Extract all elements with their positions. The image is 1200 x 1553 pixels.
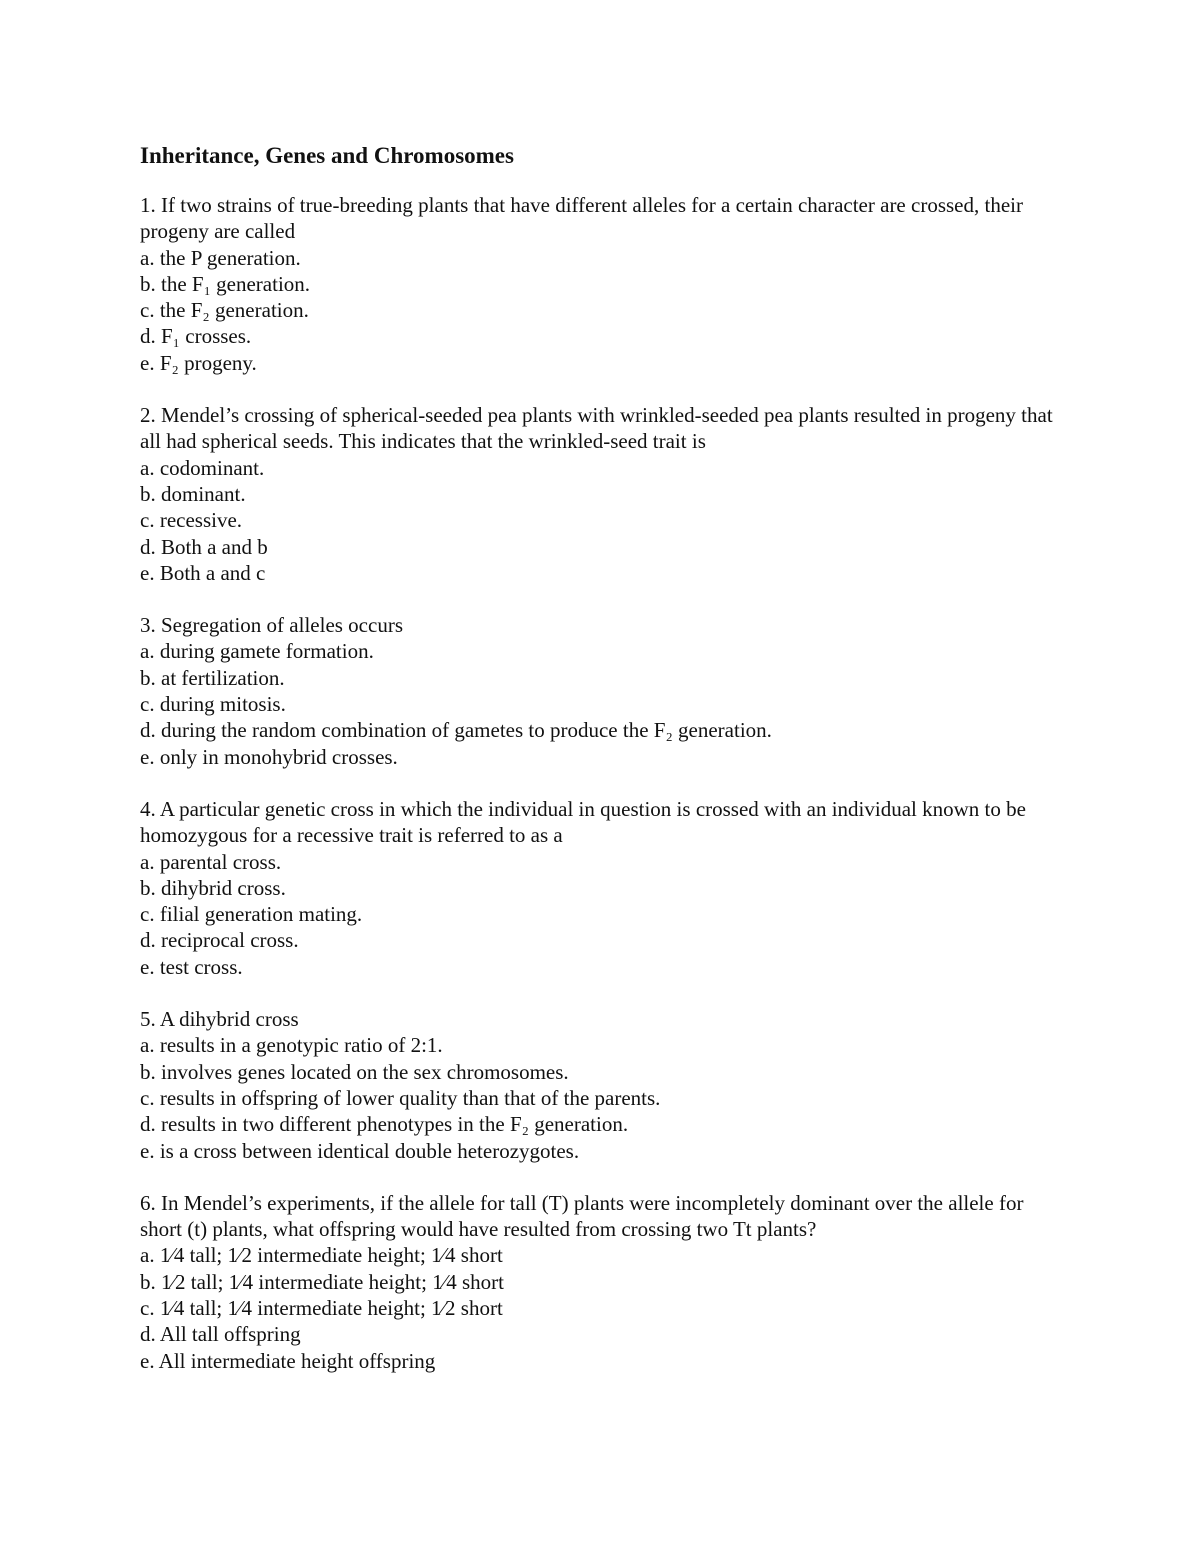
question-3-text [140,612,1060,638]
option-3a [140,638,1060,664]
option-3e [140,744,1060,770]
option-letter: d. [140,1112,156,1137]
question-stem: In Mendel’s experiments, if the allele for tall (T) plants were incompletely dominant over the allele for short (t) plants, what offspring would have resulted from crossing two Tt plants? [140,1190,1024,1242]
option-letter: b. [140,1269,156,1294]
option-letter: a. [140,1033,155,1058]
option-2c [140,507,1060,533]
option-5c [140,1085,1060,1111]
option-letter: a. [140,639,155,664]
option-2a [140,455,1060,481]
option-1c [140,297,1060,323]
question-stem: Segregation of alleles occurs [161,613,403,638]
option-5e [140,1138,1060,1164]
option-text: the F₂ generation. [159,298,309,323]
option-text: results in two different phenotypes in the F₂ generation. [161,1112,629,1137]
option-text: during gamete formation. [159,639,374,664]
option-2e [140,560,1060,586]
option-text: during the random combination of gametes to produce the F₂ generation. [161,718,772,743]
option-letter: e. [140,744,155,769]
option-5a [140,1032,1060,1058]
question-stem: If two strains of true-breeding plants that have different alleles for a certain character are crossed, their progeny are called [140,193,1023,244]
option-letter: d. [140,1322,156,1347]
option-text: dihybrid cross. [161,875,286,900]
question-stem: Mendel’s crossing of spherical-seeded pea plants with wrinkled-seeded pea plants resulted in progeny that all had spherical seeds. This indicates that the wrinkled-seed trait is [140,403,1053,454]
option-letter: e. [140,350,155,375]
option-1a [140,245,1060,271]
option-letter: a. [140,455,155,480]
option-letter: d. [140,324,156,349]
question-number: 3. [140,613,156,638]
option-letter: b. [140,875,156,900]
option-text: is a cross between identical double heterozygotes. [159,1138,580,1163]
option-6a [140,1242,1060,1268]
question-number: 1. [140,193,156,217]
option-text: 1⁄2 tall; 1⁄4 intermediate height; 1⁄4 short [161,1269,504,1294]
option-letter: b. [140,1059,156,1084]
option-letter: c. [140,1085,155,1110]
question-6-text [140,1190,1060,1243]
question-2-text [140,402,1060,455]
option-text: parental cross. [159,849,282,874]
option-letter: e. [140,1138,155,1163]
option-letter: e. [140,560,155,585]
question-number: 2. [140,403,156,428]
option-6d [140,1321,1060,1347]
question-stem: A particular genetic cross in which the individual in question is crossed with an individual known to be homozygous for a recessive trait is referred to as a [140,796,1026,848]
option-text: only in monohybrid crosses. [159,744,398,769]
option-4b [140,875,1060,901]
option-letter: d. [140,534,156,559]
option-5d [140,1111,1060,1137]
question-1 [140,192,1060,376]
option-text: codominant. [159,455,265,480]
option-text: F₁ crosses. [161,324,252,349]
question-5-text [140,1006,1060,1032]
option-6e [140,1348,1060,1374]
option-6c [140,1295,1060,1321]
option-2d [140,534,1060,560]
option-text: results in offspring of lower quality than that of the parents. [159,1085,661,1110]
option-letter: b. [140,271,156,296]
question-number: 4. [140,796,156,821]
question-6 [140,1190,1060,1374]
option-letter: a. [140,849,155,874]
question-2 [140,402,1060,586]
option-text: 1⁄4 tall; 1⁄4 intermediate height; 1⁄2 short [159,1295,503,1320]
option-text: during mitosis. [159,692,286,717]
document-page [140,140,1060,1400]
option-text: Both a and b [161,534,268,559]
option-text: the F₁ generation. [161,271,311,296]
option-letter: d. [140,718,156,743]
question-5 [140,1006,1060,1164]
option-text: results in a genotypic ratio of 2:1. [159,1033,443,1058]
option-text: at fertilization. [161,665,285,690]
option-letter: a. [140,245,155,270]
document-title: Inheritance, Genes and Chromosomes [140,143,514,168]
option-letter: b. [140,481,156,506]
option-letter: b. [140,665,156,690]
option-text: test cross. [159,954,243,979]
option-text: dominant. [161,481,246,506]
option-1b [140,271,1060,297]
option-2b [140,481,1060,507]
option-3c [140,691,1060,717]
option-text: Both a and c [159,560,266,585]
option-text: reciprocal cross. [161,928,299,953]
option-letter: c. [140,298,155,323]
question-number: 6. [140,1190,156,1215]
option-letter: c. [140,1295,155,1320]
option-4c [140,901,1060,927]
option-text: 1⁄4 tall; 1⁄2 intermediate height; 1⁄4 short [159,1243,503,1268]
option-3b [140,665,1060,691]
option-letter: e. [140,954,155,979]
option-text: All intermediate height offspring [158,1348,436,1373]
question-stem: A dihybrid cross [159,1007,299,1032]
option-5b [140,1059,1060,1085]
option-text: recessive. [159,508,243,533]
option-text: filial generation mating. [159,902,363,927]
option-6b [140,1269,1060,1295]
question-4-text [140,796,1060,849]
option-text: All tall offspring [159,1322,301,1347]
option-4e [140,954,1060,980]
option-letter: a. [140,1243,155,1268]
question-3 [140,612,1060,770]
option-4a [140,849,1060,875]
option-letter: e. [140,1348,155,1373]
option-letter: c. [140,902,155,927]
option-text: the P generation. [159,245,301,270]
option-letter: c. [140,692,155,717]
question-1-text [140,192,1060,245]
option-text: involves genes located on the sex chromosomes. [161,1059,569,1084]
option-text: F₂ progeny. [159,350,257,375]
option-1e [140,350,1060,376]
question-4 [140,796,1060,980]
option-letter: c. [140,508,155,533]
option-4d [140,927,1060,953]
option-letter: d. [140,928,156,953]
question-number: 5. [140,1007,156,1032]
option-1d [140,323,1060,349]
option-3d [140,717,1060,743]
